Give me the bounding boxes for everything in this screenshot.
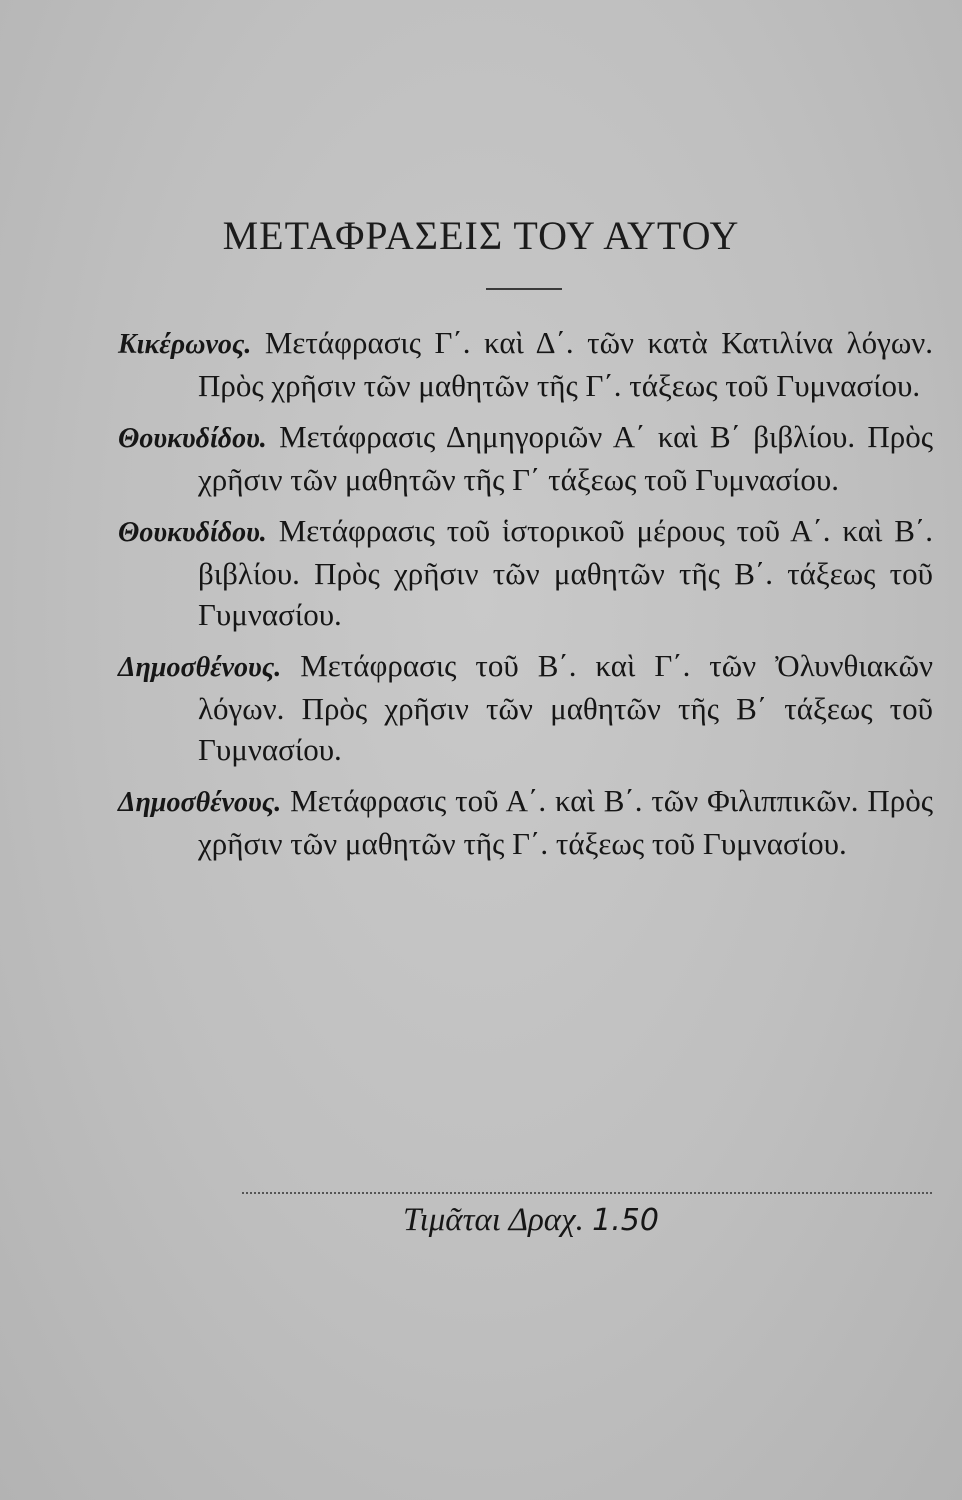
entry-author: Δημοσθένους. [118, 652, 282, 683]
entry-author: Κικέρωνος. [118, 329, 252, 360]
title-divider [486, 288, 562, 290]
entry-description: Μετάφρασις τοῦ Β΄. καὶ Γ΄. τῶν Ὀλυνθιακῶν λόγων. Πρὸς χρῆσιν τῶν μαθητῶν τῆς Β΄ τάξεως τοῦ Γυμνασίου. [198, 648, 934, 767]
entry-author: Θουκυδίδου. [118, 517, 267, 548]
price-value: 1.50 [592, 1203, 659, 1238]
translations-list [118, 322, 933, 874]
entry-description: Μετάφρασις Δημηγοριῶν Α΄ καὶ Β΄ βιβλίου. Πρὸς χρῆσιν τῶν μαθητῶν τῆς Γ΄ τάξεως τοῦ Γυμνασίου. [198, 419, 933, 497]
list-item-entry-5 [118, 780, 933, 864]
list-item-entry-3 [118, 510, 933, 635]
entry-author: Δημοσθένους. [118, 787, 282, 818]
list-item-entry-1 [118, 322, 933, 406]
entry-author: Θουκυδίδου. [118, 423, 267, 454]
price-label: Τιμᾶται Δραχ. [403, 1202, 584, 1238]
page-title: ΜΕΤΑΦΡΑΣΕΙΣ ΤΟΥ ΑΥΤΟΥ [222, 213, 740, 258]
list-item-entry-4 [118, 645, 933, 770]
entry-description: Μετάφρασις Γ΄. καὶ Δ΄. τῶν κατὰ Κατιλίνα λόγων. Πρὸς χρῆσιν τῶν μαθητῶν τῆς Γ΄. τάξεως τοῦ Γυμνασίου. [198, 325, 933, 403]
dotted-divider [242, 1192, 932, 1194]
list-item-entry-2 [118, 416, 933, 500]
entry-description: Μετάφρασις τοῦ ἱστορικοῦ μέρους τοῦ Α΄. καὶ Β΄. βιβλίου. Πρὸς χρῆσιν τῶν μαθητῶν τῆς Β΄. τάξεως τοῦ Γυμνασίου. [198, 513, 934, 632]
price-line [0, 1202, 962, 1239]
entry-description: Μετάφρασις τοῦ Α΄. καὶ Β΄. τῶν Φιλιππικῶν. Πρὸς χρῆσιν τῶν μαθητῶν τῆς Γ΄. τάξεως τοῦ Γυμνασίου. [198, 783, 933, 861]
